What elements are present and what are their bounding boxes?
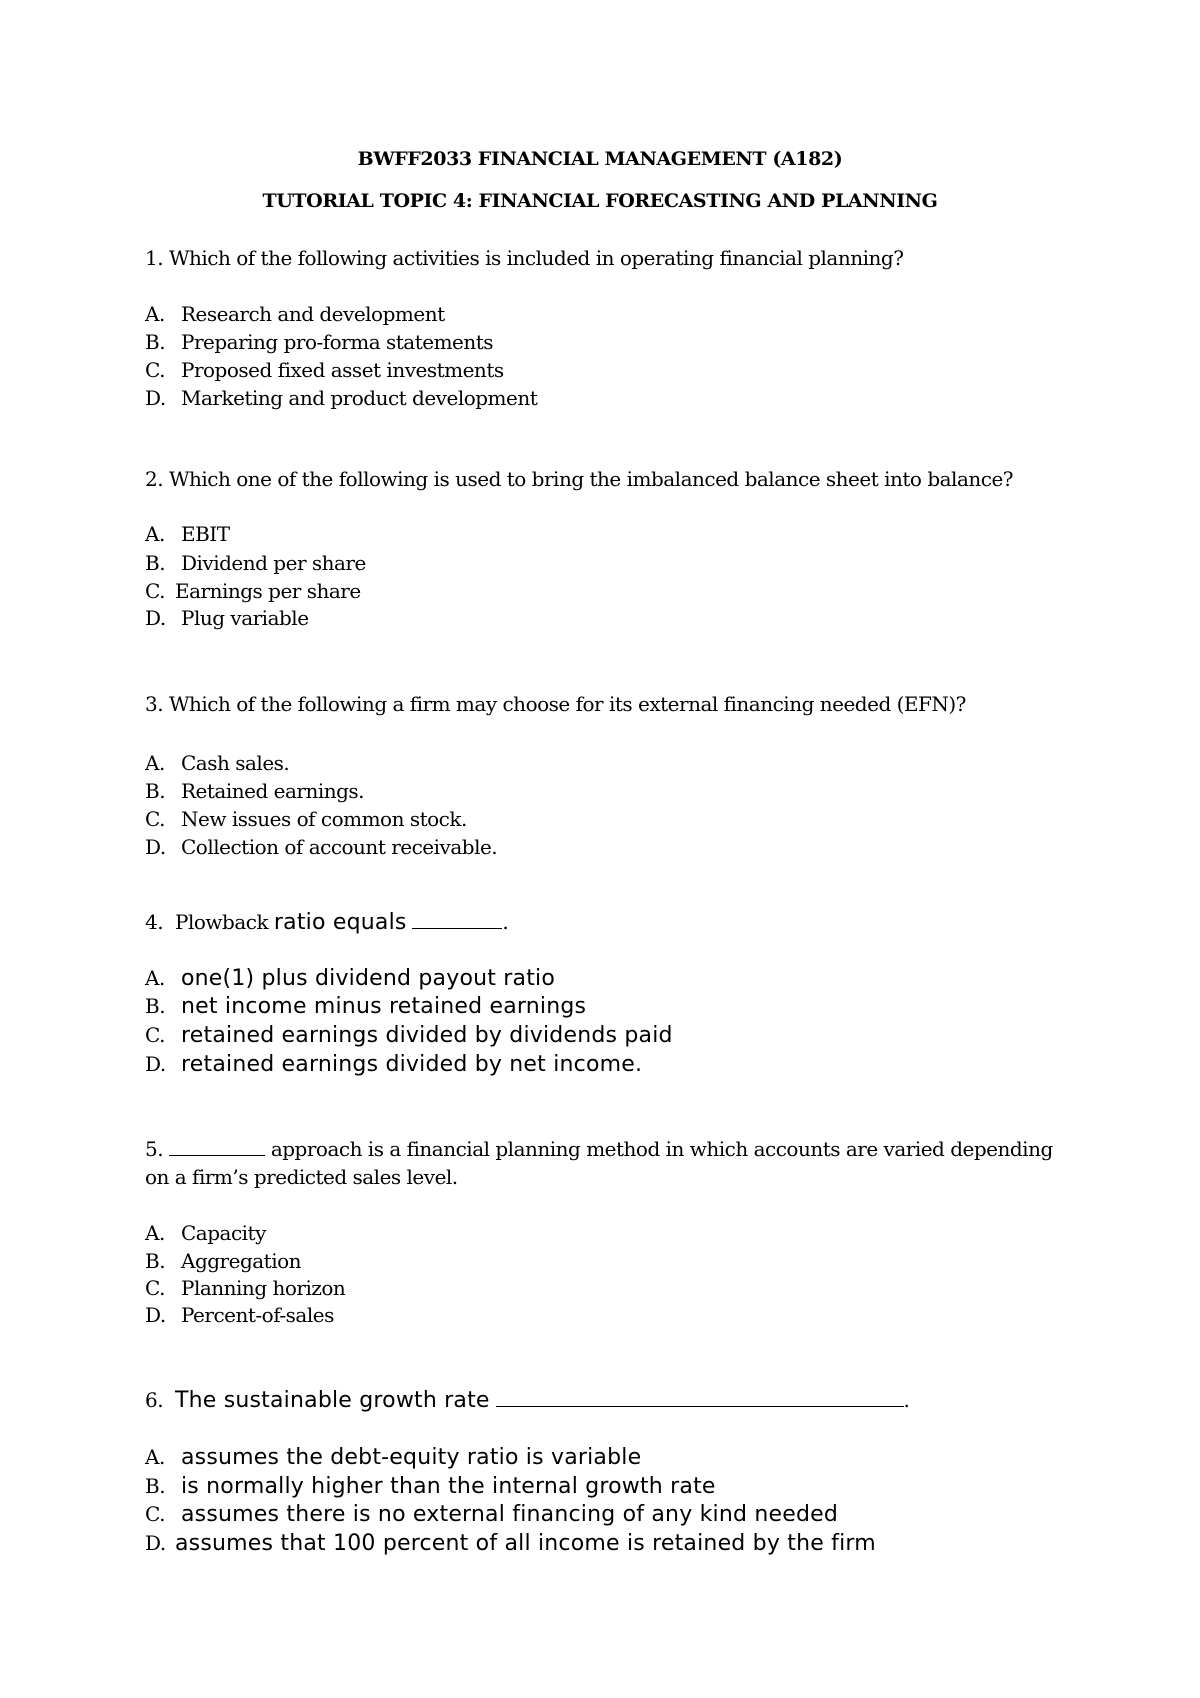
question-number: 4. bbox=[145, 910, 164, 934]
question-text-line2: on a firm’s predicted sales level. bbox=[145, 1165, 458, 1189]
option-text: Cash sales. bbox=[181, 751, 290, 775]
question-number: 2. bbox=[145, 467, 164, 491]
question-5 bbox=[145, 1137, 1053, 1161]
option-text: assumes that 100 percent of all income is retained by the firm bbox=[175, 1531, 876, 1556]
option-text: Earnings per share bbox=[175, 579, 361, 603]
option-letter: B. bbox=[145, 1249, 166, 1273]
question-number: 3. bbox=[145, 692, 164, 716]
q4-option-c bbox=[145, 1023, 673, 1048]
q5-option-c bbox=[145, 1276, 345, 1300]
option-text: Marketing and product development bbox=[181, 386, 538, 410]
tutorial-topic-title: TUTORIAL TOPIC 4: FINANCIAL FORECASTING AND PLANNING bbox=[262, 190, 938, 212]
q6-option-d bbox=[145, 1531, 876, 1556]
q3-option-c bbox=[145, 807, 467, 831]
option-text: one(1) plus dividend payout ratio bbox=[181, 966, 555, 991]
question-6 bbox=[145, 1388, 909, 1413]
q3-option-b bbox=[145, 779, 364, 803]
q2-option-a bbox=[145, 522, 230, 546]
option-text: New issues of common stock. bbox=[181, 807, 467, 831]
q5-option-b bbox=[145, 1249, 301, 1273]
option-letter: C. bbox=[145, 1502, 165, 1526]
option-letter: A. bbox=[145, 751, 165, 775]
option-letter: A. bbox=[145, 966, 165, 990]
q1-option-b bbox=[145, 330, 493, 354]
option-text: retained earnings divided by dividends paid bbox=[181, 1023, 673, 1048]
question-2 bbox=[145, 467, 1013, 491]
question-5-continued bbox=[145, 1165, 458, 1189]
option-text: Plug variable bbox=[181, 606, 309, 630]
option-text: assumes the debt-equity ratio is variable bbox=[181, 1445, 642, 1470]
option-letter: D. bbox=[145, 1531, 166, 1555]
option-text: Retained earnings. bbox=[181, 779, 365, 803]
question-text-b: ratio equals bbox=[273, 910, 407, 935]
q2-option-c bbox=[145, 579, 361, 603]
question-text: Which of the following a firm may choose for its external financing needed (EFN)? bbox=[168, 692, 966, 716]
option-text: Proposed fixed asset investments bbox=[181, 358, 504, 382]
question-number: 6. bbox=[145, 1388, 164, 1412]
option-letter: B. bbox=[145, 1474, 166, 1498]
option-letter: A. bbox=[145, 1445, 165, 1469]
option-text: Percent-of-sales bbox=[181, 1303, 334, 1327]
question-number: 1. bbox=[145, 246, 164, 270]
option-text: Aggregation bbox=[181, 1249, 302, 1273]
q2-option-b bbox=[145, 551, 366, 575]
option-text: retained earnings divided by net income. bbox=[181, 1052, 643, 1077]
q1-option-d bbox=[145, 386, 537, 410]
option-letter: C. bbox=[145, 1276, 165, 1300]
option-letter: A. bbox=[145, 302, 165, 326]
option-letter: D. bbox=[145, 606, 166, 630]
option-letter: D. bbox=[145, 835, 166, 859]
q2-option-d bbox=[145, 606, 309, 630]
option-letter: D. bbox=[145, 386, 166, 410]
question-1 bbox=[145, 246, 903, 270]
answer-blank bbox=[496, 1388, 904, 1407]
option-letter: C. bbox=[145, 807, 165, 831]
option-text: net income minus retained earnings bbox=[181, 994, 587, 1019]
q3-option-d bbox=[145, 835, 497, 859]
option-text: Collection of account receivable. bbox=[181, 835, 498, 859]
option-letter: B. bbox=[145, 330, 166, 354]
option-text: is normally higher than the internal growth rate bbox=[181, 1474, 716, 1499]
option-letter: D. bbox=[145, 1052, 166, 1076]
question-text-a: Plowback bbox=[175, 910, 269, 934]
question-text: The sustainable growth rate bbox=[175, 1388, 490, 1413]
q4-option-b bbox=[145, 994, 586, 1019]
option-letter: A. bbox=[145, 1221, 165, 1245]
option-letter: B. bbox=[145, 994, 166, 1018]
q6-option-c bbox=[145, 1502, 838, 1527]
option-letter: C. bbox=[145, 579, 165, 603]
q6-option-a bbox=[145, 1445, 641, 1470]
question-3 bbox=[145, 692, 966, 716]
question-text: Which one of the following is used to bring the imbalanced balance sheet into balance? bbox=[168, 467, 1014, 491]
option-text: Capacity bbox=[181, 1221, 266, 1245]
option-letter: B. bbox=[145, 779, 166, 803]
question-text-line1: approach is a financial planning method in which accounts are varied depending bbox=[270, 1137, 1053, 1161]
option-text: Planning horizon bbox=[181, 1276, 346, 1300]
option-text: assumes there is no external financing of any kind needed bbox=[181, 1502, 839, 1527]
option-text: Dividend per share bbox=[181, 551, 366, 575]
question-number: 5. bbox=[145, 1137, 164, 1161]
q1-option-a bbox=[145, 302, 445, 326]
q5-option-d bbox=[145, 1303, 334, 1327]
option-letter: C. bbox=[145, 358, 165, 382]
option-letter: A. bbox=[145, 522, 165, 546]
option-letter: B. bbox=[145, 551, 166, 575]
question-end: . bbox=[903, 1388, 910, 1412]
option-text: Research and development bbox=[181, 302, 445, 326]
q3-option-a bbox=[145, 751, 289, 775]
q4-option-d bbox=[145, 1052, 642, 1077]
option-letter: C. bbox=[145, 1023, 165, 1047]
course-title: BWFF2033 FINANCIAL MANAGEMENT (A182) bbox=[357, 148, 843, 170]
question-end: . bbox=[502, 910, 509, 934]
option-text: EBIT bbox=[181, 522, 230, 546]
q4-option-a bbox=[145, 966, 555, 991]
question-4 bbox=[145, 910, 508, 935]
option-letter: D. bbox=[145, 1303, 166, 1327]
question-text: Which of the following activities is included in operating financial planning? bbox=[168, 246, 904, 270]
q6-option-b bbox=[145, 1474, 716, 1499]
answer-blank bbox=[169, 1137, 265, 1156]
option-text: Preparing pro-forma statements bbox=[181, 330, 494, 354]
q1-option-c bbox=[145, 358, 504, 382]
q5-option-a bbox=[145, 1221, 266, 1245]
answer-blank bbox=[412, 910, 502, 929]
